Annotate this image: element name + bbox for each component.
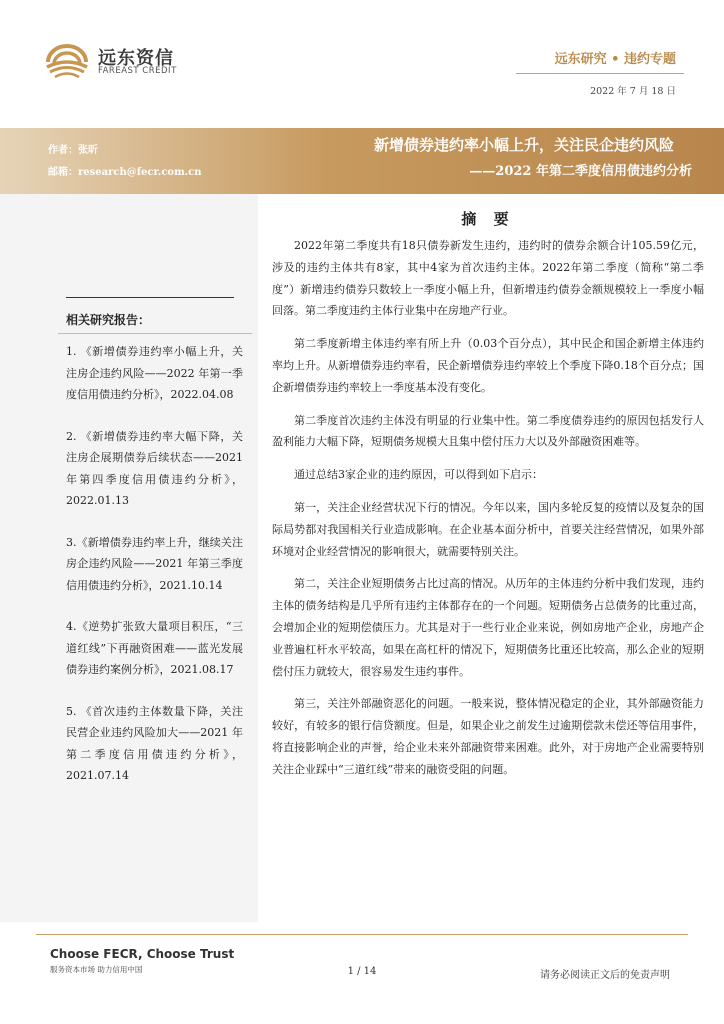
abstract-heading: 摘 要 (461, 210, 515, 228)
author-label: 作者：张昕 (48, 145, 98, 156)
related-report-item: 2. 《新增债券违约率大幅下降，关注房企展期债券后续状态——2021 年第四季度信用债违约分析》，2022.01.13 (66, 429, 243, 507)
page-number: 1 / 14 (347, 966, 377, 977)
abstract-paragraph: 第二季度新增主体违约率有所上升（0.03个百分点），其中民企和国企新增主体违约率均上升。从新增债券违约率看，民企新增债券违约率较上个季度下降0.18个百分点；国企新增债券违约率较上一季度基本没有变化。 (272, 337, 704, 394)
footer-slogan: Choose FECR, Choose Trust (50, 947, 235, 961)
abstract-paragraph: 第一，关注企业经营状况下行的情况。今年以来，国内多轮反复的疫情以及复杂的国际局势都对我国相关行业造成影响。在企业基本面分析中，首要关注经营情况，如果外部环境对企业经营情况的影响很大，就需要特别关注。 (272, 500, 704, 558)
header-divider (516, 73, 684, 74)
related-reports-list (66, 341, 243, 807)
report-subtitle: ——2022 年第二季度信用债违约分析 (469, 164, 692, 179)
footer-divider (36, 934, 688, 935)
author-email: 邮箱：research@fecr.com.cn (48, 167, 202, 178)
related-report-item: 4.《逆势扩张致大量项目积压，“三道红线”下再融资困难——蓝光发展债券违约案例分析》，2021.08.17 (66, 620, 243, 676)
footer-tagline: 服务资本市场 助力信用中国 (50, 965, 143, 974)
sidebar-heading-underline (58, 333, 252, 334)
related-reports-heading: 相关研究报告： (66, 313, 151, 327)
report-date: 2022 年 7 月 18 日 (590, 86, 676, 97)
abstract-paragraph: 第二季度首次违约主体没有明显的行业集中性。第二季度债券违约的原因包括发行人盈利能力大幅下降，短期债务规模大且集中偿付压力大以及外部融资困难等。 (272, 413, 704, 449)
abstract-paragraph: 通过总结3家企业的违约原因，可以得到如下启示： (294, 468, 543, 482)
related-report-item: 3.《新增债券违约率上升，继续关注房企违约风险——2021 年第三季度信用债违约分析》，2021.10.14 (66, 535, 243, 592)
abstract-paragraph: 第三，关注外部融资恶化的问题。一般来说，整体情况稳定的企业，其外部融资能力较好，有较多的银行信贷额度。但是，如果企业之前发生过逾期偿款未偿还等信用事件，将直接影响企业的声誉，给企业未来外部融资带来困难。此外，对于房地产企业需要特别关注企业踩中“三道红线”带来的融资受阻的问题。 (272, 697, 704, 776)
logo-emblem-icon (44, 40, 90, 80)
abstract-section (272, 208, 704, 792)
related-report-item: 1. 《新增债券违约率小幅上升，关注房企违约风险——2022 年第一季度信用债违约分析》，2022.04.08 (66, 345, 243, 401)
sidebar-divider (66, 297, 234, 298)
logo-name-cn: 远东资信 (98, 48, 174, 69)
related-report-item: 5. 《首次违约主体数量下降，关注民营企业违约风险加大——2021 年第二季度信用债违约分析》，2021.07.14 (66, 704, 243, 782)
disclaimer-note: 请务必阅读正文后的免责声明 (540, 970, 670, 981)
report-series-label: 远东研究 • 违约专题 (554, 52, 676, 67)
company-logo (44, 40, 204, 80)
report-title: 新增债券违约率小幅上升，关注民企违约风险 (373, 136, 674, 154)
abstract-paragraph: 2022年第二季度共有18只债券新发生违约，违约时的债券余额合计105.59亿元，涉及的违约主体共有8家，其中4家为首次违约主体。2022年第二季度（简称“第二季度”）新增违约债券只数较上一季度小幅上升，但新增违约债券金额规模较上一季度小幅回落。第二季度违约主体行业集中在房地产行业。 (272, 239, 704, 318)
logo-name-en: FAREAST CREDIT (98, 66, 177, 76)
abstract-paragraph: 第二，关注企业短期债务占比过高的情况。从历年的主体违约分析中我们发现，违约主体的债务结构是几乎所有违约主体都存在的一个问题。短期债务占总债务的比重过高，会增加企业的短期偿债压力。尤其是对于一些行业企业来说，例如房地产企业，房地产企业普遍杠杆水平较高，如果在高杠杆的情况下，短期债务比重还比较高，那么企业的短期偿付压力就较大，很容易发生违约事件。 (272, 577, 704, 678)
